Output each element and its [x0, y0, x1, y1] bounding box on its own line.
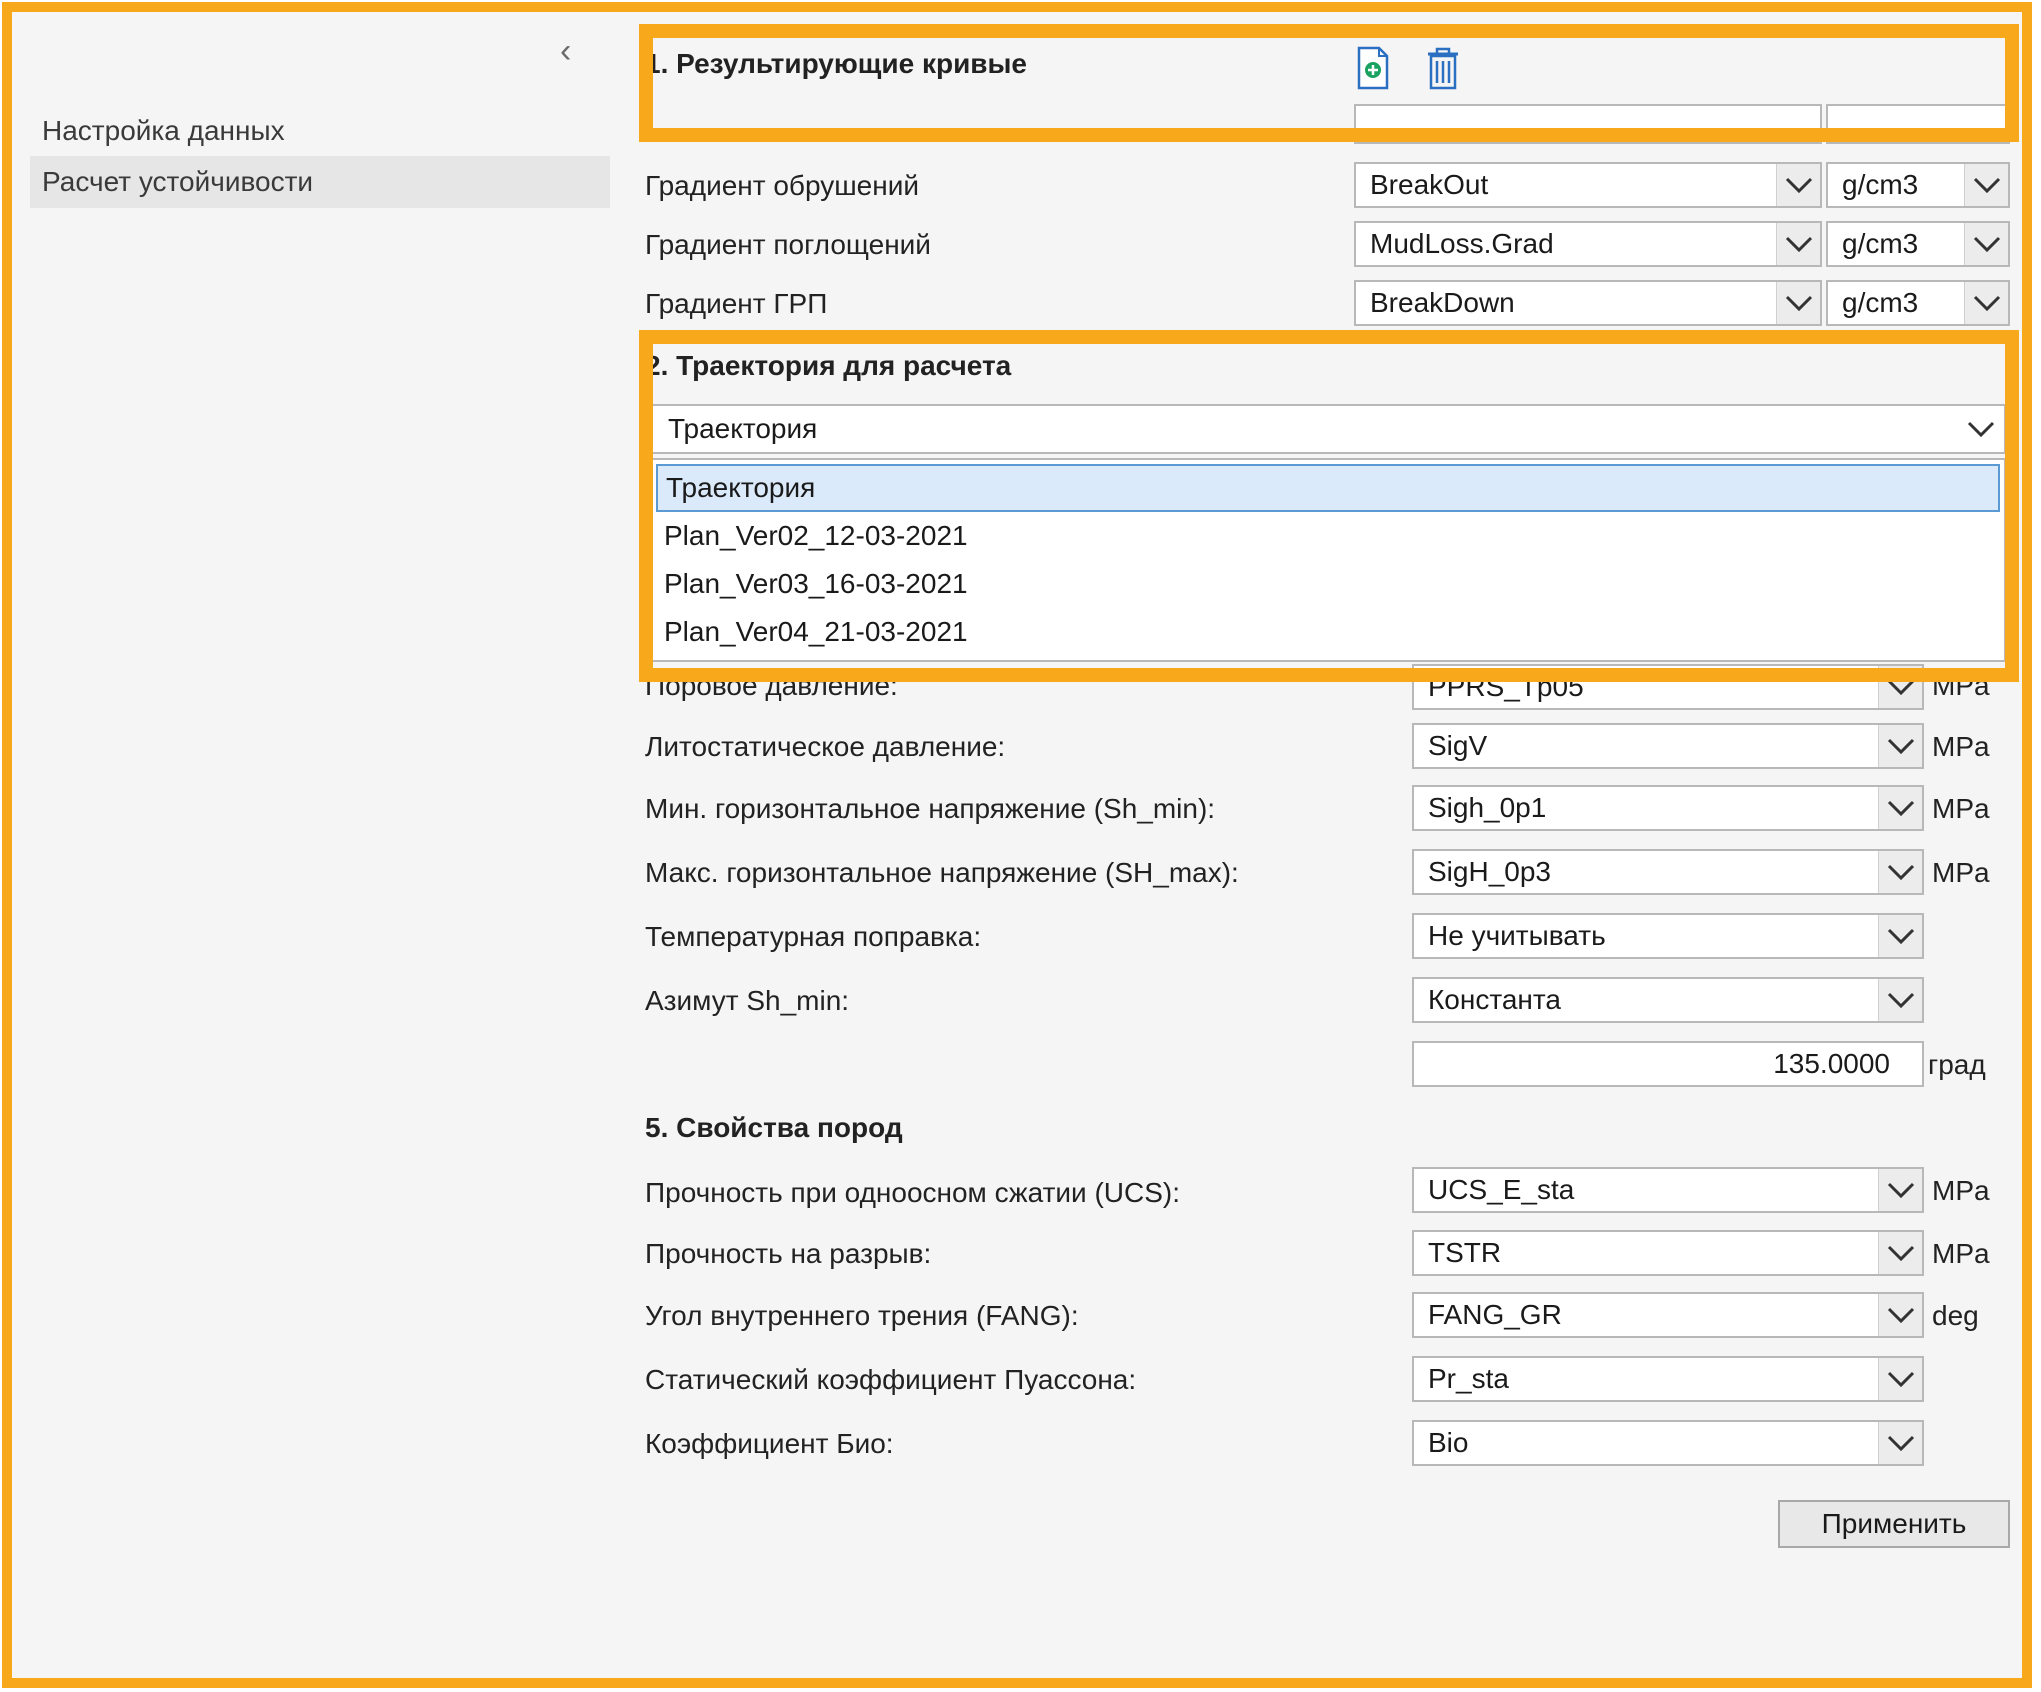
combo-value: Bio	[1428, 1427, 1469, 1458]
breakout-combo[interactable]	[1354, 162, 1822, 208]
row-label: Градиент обрушений	[645, 170, 919, 201]
lithostatic-combo[interactable]	[1412, 723, 1924, 769]
combo-value: FANG_GR	[1428, 1299, 1562, 1330]
chevron-down-icon[interactable]	[1776, 164, 1820, 206]
combo-value: Константа	[1428, 984, 1561, 1015]
chevron-down-icon[interactable]	[1878, 1232, 1922, 1274]
row-label: Макс. горизонтальное напряжение (SH_max):	[645, 857, 1239, 888]
section5-title: 5. Свойства пород	[645, 1112, 903, 1143]
row-label: Градиент ГРП	[645, 288, 828, 319]
unit-label: град	[1928, 1049, 1986, 1080]
row-label: Угол внутреннего трения (FANG):	[645, 1300, 1079, 1331]
unit-label: MPa	[1932, 857, 1990, 888]
chevron-down-icon[interactable]	[1776, 282, 1820, 324]
chevron-down-icon[interactable]	[1878, 915, 1922, 957]
apply-button[interactable]: Применить	[1778, 1500, 2010, 1548]
sidebar-item-stability-calc[interactable]: Расчет устойчивости	[30, 156, 610, 208]
row-label: Прочность при одноосном сжатии (UCS):	[645, 1177, 1181, 1208]
dropdown-option[interactable]: Plan_Ver04_21-03-2021	[664, 616, 968, 647]
chevron-down-icon[interactable]	[1776, 223, 1820, 265]
chevron-down-icon[interactable]	[1878, 851, 1922, 893]
row-label: Литостатическое давление:	[645, 731, 1006, 762]
chevron-down-icon[interactable]	[1964, 164, 2008, 206]
row-label: Мин. горизонтальное напряжение (Sh_min):	[645, 793, 1216, 824]
unit-value: g/cm3	[1842, 228, 1919, 259]
breakout-unit-combo[interactable]	[1826, 162, 2010, 208]
chevron-down-icon[interactable]	[1878, 979, 1922, 1021]
row-label: Градиент поглощений	[645, 229, 931, 260]
sh-max-combo[interactable]	[1412, 849, 1924, 895]
row-label: Азимут Sh_min:	[645, 985, 850, 1016]
poisson-combo[interactable]	[1412, 1356, 1924, 1402]
azimuth-value-input[interactable]	[1412, 1041, 1924, 1087]
combo-value: Траектория	[668, 413, 818, 444]
breakdown-unit-combo[interactable]	[1826, 280, 2010, 326]
combo-value: TSTR	[1428, 1237, 1502, 1268]
collapse-icon[interactable]: ‹	[560, 32, 572, 70]
mudloss-unit-combo[interactable]	[1826, 221, 2010, 267]
section1-title: 1. Результирующие кривые	[645, 48, 1028, 79]
combo-value: UCS_E_sta	[1428, 1174, 1575, 1205]
combo-value: Sigh_0p1	[1428, 792, 1547, 823]
unit-label: MPa	[1932, 1175, 1990, 1206]
combo-value: PPRS_Tp05	[1428, 671, 1584, 702]
biot-combo[interactable]	[1412, 1420, 1924, 1466]
combo-value: SigH_0p3	[1428, 856, 1551, 887]
mudloss-combo[interactable]	[1354, 221, 1822, 267]
ucs-combo[interactable]	[1412, 1167, 1924, 1213]
highlight-box-trajectory	[639, 330, 2019, 682]
combo-value: BreakOut	[1370, 169, 1489, 200]
app-window	[2, 2, 2032, 1688]
chevron-down-icon[interactable]	[1878, 725, 1922, 767]
tensile-strength-combo[interactable]	[1412, 1230, 1924, 1276]
unit-label: MPa	[1932, 1238, 1990, 1269]
sidebar-item-data-setup[interactable]: Настройка данных	[42, 115, 285, 146]
unit-label: MPa	[1932, 670, 1990, 701]
combo-value: BreakDown	[1370, 287, 1515, 318]
combo-value: Не учитывать	[1428, 920, 1606, 951]
dropdown-option[interactable]: Plan_Ver02_12-03-2021	[664, 520, 968, 551]
combo-value: MudLoss.Grad	[1370, 228, 1554, 259]
chevron-down-icon[interactable]	[1964, 223, 2008, 265]
input-value: 135.0000	[1773, 1048, 1890, 1079]
sh-min-combo[interactable]	[1412, 785, 1924, 831]
azimuth-combo[interactable]	[1412, 977, 1924, 1023]
breakdown-combo[interactable]	[1354, 280, 1822, 326]
combo-value: Pr_sta	[1428, 1363, 1509, 1394]
chevron-down-icon[interactable]	[1878, 787, 1922, 829]
section2-title: 2. Траектория для расчета	[645, 350, 1012, 381]
chevron-down-icon[interactable]	[1878, 1294, 1922, 1336]
combo-value: SigV	[1428, 730, 1488, 761]
row-label: Статический коэффициент Пуассона:	[645, 1364, 1137, 1395]
dropdown-option[interactable]: Plan_Ver03_16-03-2021	[664, 568, 968, 599]
unit-value: g/cm3	[1842, 169, 1919, 200]
row-label: Прочность на разрыв:	[645, 1238, 932, 1269]
chevron-down-icon[interactable]	[1878, 1358, 1922, 1400]
highlight-box-results	[639, 24, 2019, 142]
unit-label: MPa	[1932, 731, 1990, 762]
unit-label: deg	[1932, 1300, 1979, 1331]
chevron-down-icon[interactable]	[1878, 1422, 1922, 1464]
row-label: Коэффициент Био:	[645, 1428, 894, 1459]
temperature-correction-combo[interactable]	[1412, 913, 1924, 959]
unit-value: g/cm3	[1842, 287, 1919, 318]
fang-combo[interactable]	[1412, 1292, 1924, 1338]
dropdown-option[interactable]: Траектория	[656, 464, 2000, 512]
row-label: Температурная поправка:	[645, 921, 982, 952]
row-label: Поровое давление:	[645, 670, 898, 701]
chevron-down-icon[interactable]	[1964, 282, 2008, 324]
chevron-down-icon[interactable]	[1878, 1169, 1922, 1211]
unit-label: MPa	[1932, 793, 1990, 824]
